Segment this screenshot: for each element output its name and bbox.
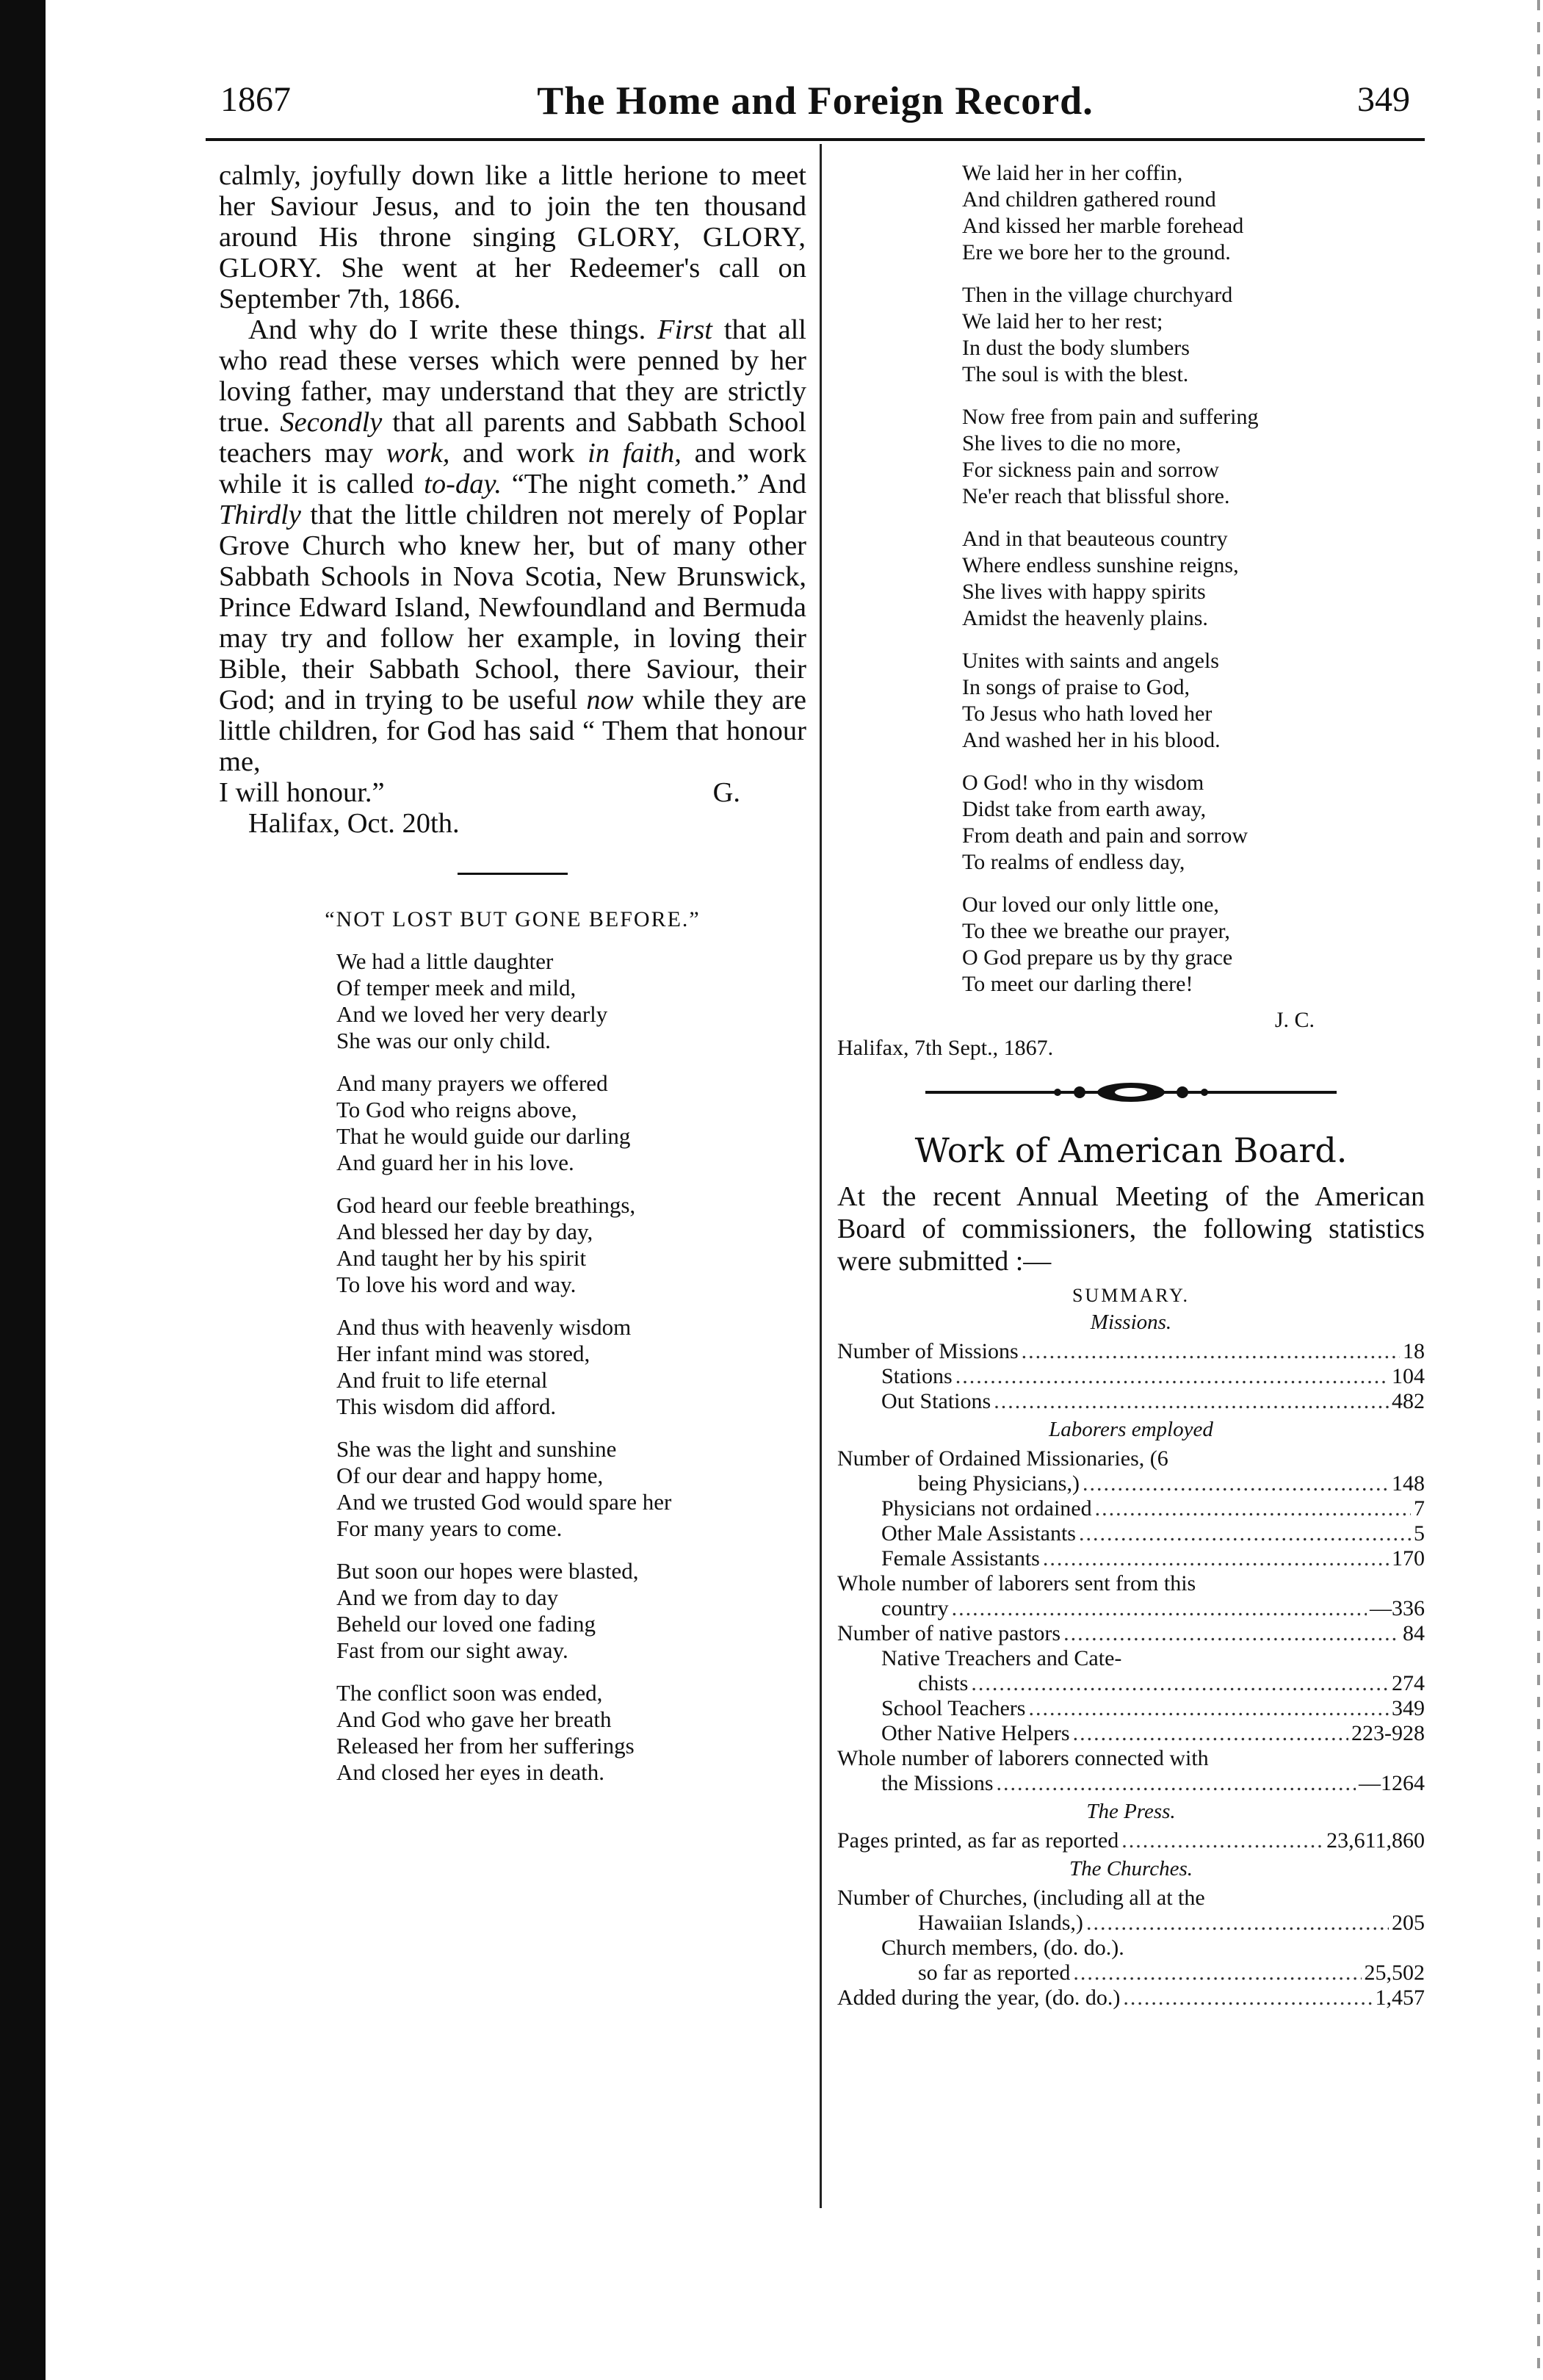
book-spine-shadow: [0, 0, 46, 2380]
stanza: Now free from pain and suffering She lives to die no more, For sickness pain and sorrow Ne'er reach that blissful shore.: [962, 405, 1259, 508]
stat-row: so far as reported ..... 25,502: [837, 1961, 1425, 1986]
stanza: We laid her in her coffin, And children gathered round And kissed her marble forehead Ere we bore her to the ground.: [962, 161, 1244, 264]
letter-body: [219, 160, 806, 839]
stat-row: Added during the year, (do. do.) ..... 1,457: [837, 1986, 1425, 2011]
closing-line: I will honour.” G.: [219, 777, 740, 808]
subhead-missions: Missions.: [1090, 1310, 1172, 1334]
statistics-table: [837, 1310, 1425, 2011]
stat-row-line: Church members, (do. do.).: [881, 1936, 1124, 1960]
stat-row: Hawaiian Islands,) ..... 205: [837, 1911, 1425, 1936]
stat-row-line: Number of Ordained Missionaries, (6: [837, 1446, 1168, 1471]
stat-row: Female Assistants ..... 170: [837, 1546, 1425, 1571]
stanza: Then in the village churchyard We laid her to her rest; In dust the body slumbers The soul is with the blest.: [962, 283, 1233, 386]
stat-row-line: Whole number of laborers sent from this: [837, 1571, 1196, 1595]
stat-row: School Teachers ..... 349: [837, 1696, 1425, 1721]
section-rule: [458, 873, 568, 875]
paragraph-2: And why do I write these things. First that all who read these verses which were penned by her loving father, may understand that they are strictly true. Secondly that all parents and Sabbath School teachers may work, and work in faith, and work while it is called to-day. “The night cometh.” And Thirdly that the little children not merely of Poplar Grove Church who knew her, but of many other Sabbath Schools in Nova Scotia, New Brunswick, Prince Edward Island, Newfoundland and Bermuda may try and follow her example, in loving their Bible, their Sabbath School, there Saviour, their God; and in trying to be useful now while they are little children, for God has said “ Them that honour me,: [219, 314, 807, 777]
stat-row: Other Native Helpers ..... 223-928: [837, 1721, 1425, 1746]
stanza: And in that beauteous country Where endless sunshine reigns, She lives with happy spirits Amidst the heavenly plains.: [962, 527, 1239, 630]
summary-heading: SUMMARY.: [1072, 1285, 1190, 1306]
column-divider: [820, 144, 822, 2208]
left-column: [219, 160, 806, 1802]
stat-row: Physicians not ordained ..... 7: [837, 1496, 1425, 1521]
header-title: The Home and Foreign Record.: [537, 79, 1094, 123]
poem-part-1: [219, 948, 806, 1786]
subhead-laborers: Laborers employed: [1049, 1418, 1213, 1441]
poem-title: “NOT LOST BUT GONE BEFORE.”: [325, 907, 701, 931]
stat-row: Pages printed, as far as reported ..... 23,611,860: [837, 1828, 1425, 1853]
subhead-press: The Press.: [1086, 1800, 1176, 1823]
running-header: [206, 79, 1425, 131]
stanza: But soon our hopes were blasted, And we from day to day Beheld our loved one fading Fast from our sight away.: [336, 1558, 639, 1663]
stat-row: Number of Missions ..... 18: [837, 1339, 1425, 1364]
subhead-churches: The Churches.: [1069, 1857, 1193, 1880]
page-edge: [1537, 0, 1540, 2380]
stanza: God heard our feeble breathings, And blessed her day by day, And taught her by his spirit To love his word and way.: [336, 1192, 636, 1297]
stanza: The conflict soon was ended, And God who gave her breath Released her from her sufferings And closed her eyes in death.: [336, 1680, 635, 1785]
poem-dateline: Halifax, 7th Sept., 1867.: [837, 1036, 1054, 1060]
stat-row-line: Whole number of laborers connected with: [837, 1746, 1209, 1770]
stanza: We had a little daughter Of temper meek and mild, And we loved her very dearly She was our only child.: [336, 948, 608, 1053]
stat-row: Other Male Assistants ..... 5: [837, 1521, 1425, 1546]
ornament-icon: [925, 1081, 1337, 1103]
poem-part-2: [837, 160, 1425, 998]
right-column: [837, 160, 1425, 2011]
article-title: Work of American Board.: [914, 1130, 1348, 1170]
paragraph-1: calmly, joyfully down like a little herione to meet her Saviour Jesus, and to join the ten thousand around His throne singing GLORY, GLORY, GLORY. She went at her Redeemer's call on September 7th, 1866.: [219, 160, 807, 314]
ornamental-rule: [837, 1081, 1425, 1107]
stat-row: the Missions ..... —1264: [837, 1771, 1425, 1796]
stanza: And thus with heavenly wisdom Her infant mind was stored, And fruit to life eternal This wisdom did afford.: [336, 1314, 632, 1419]
stat-row-line: Number of Churches, (including all at the: [837, 1886, 1205, 1910]
signature: G.: [712, 777, 740, 808]
stanza: Unites with saints and angels In songs of praise to God, To Jesus who hath loved her And washed her in his blood.: [962, 649, 1221, 752]
stat-row: Number of native pastors ..... 84: [837, 1621, 1425, 1646]
stat-row: chists ..... 274: [837, 1671, 1425, 1696]
stat-row-line: Native Treachers and Cate-: [881, 1646, 1122, 1670]
poem-credit: J. C.: [1274, 1008, 1315, 1032]
stanza: And many prayers we offered To God who reigns above, That he would guide our darling And guard her in his love.: [336, 1070, 631, 1175]
stat-row: country ..... —336: [837, 1596, 1425, 1621]
header-rule: [206, 138, 1425, 141]
stat-row: Stations ..... 104: [837, 1364, 1425, 1389]
header-year: 1867: [220, 80, 291, 119]
stat-row: being Physicians,) ..... 148: [837, 1471, 1425, 1496]
stanza: Our loved our only little one, To thee we breathe our prayer, O God prepare us by thy grace To meet our darling there!: [962, 892, 1233, 996]
stanza: O God! who in thy wisdom Didst take from earth away, From death and pain and sorrow To realms of endless day,: [962, 771, 1249, 874]
stanza: She was the light and sunshine Of our dear and happy home, And we trusted God would spare her For many years to come.: [336, 1436, 672, 1541]
page-number: 349: [1357, 80, 1410, 119]
article-intro: At the recent Annual Meeting of the American Board of commissioners, the following statistics were submitted :—: [837, 1181, 1425, 1277]
stat-row: Out Stations ..... 482: [837, 1389, 1425, 1414]
place-date: Halifax, Oct. 20th.: [248, 808, 460, 839]
